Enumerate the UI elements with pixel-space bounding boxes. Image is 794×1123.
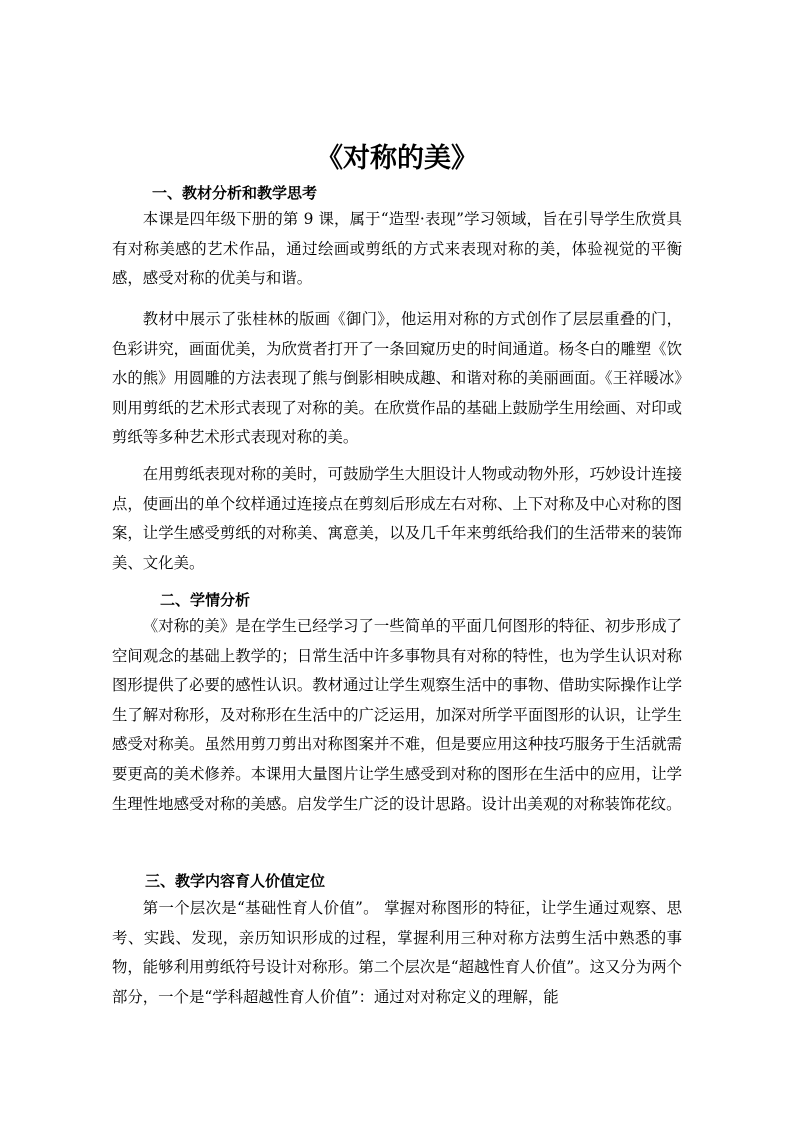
document-title: 《对称的美》	[316, 143, 478, 174]
section-1-paragraph-3: 在用剪纸表现对称的美时，可鼓励学生大胆设计人物或动物外形，巧妙设计连接点，使画出的单个纹样通过连接点在剪刻后形成左右对称、上下对称及中心对称的图案，让学生感受剪纸的对称美、寓意美，以及几千年来剪纸给我们的生活带来的装饰美、文化美。	[112, 465, 682, 572]
section-heading-3: 三、教学内容育人价值定位	[145, 872, 326, 890]
section-3-paragraph-1: 第一个层次是“基础性育人价值”。 掌握对称图形的特征，让学生通过观察、思考、实践、发现，亲历知识形成的过程，掌握利用三种对称方法剪生活中熟悉的事物，能够利用剪纸符号设计对称形。第二个层次是“超越性育人价值”。这又分为两个部分，一个是“学科超越性育人价值”：通过对对称定义的理解，能	[112, 899, 682, 1006]
section-1-paragraph-1: 本课是四年级下册的第 9 课，属于“造型·表现”学习领域，旨在引导学生欣赏具有对称美感的艺术作品，通过绘画或剪纸的方式来表现对称的美，体验视觉的平衡感，感受对称的优美与和谐。	[112, 210, 682, 288]
section-heading-1: 一、教材分析和教学思考	[152, 184, 318, 202]
section-2-paragraph-1: 《对称的美》是在学生已经学习了一些简单的平面几何图形的特征、初步形成了空间观念的基础上教学的；日常生活中许多事物具有对称的特性，也为学生认识对称图形提供了必要的感性认识。教材通过让学生观察生活中的事物、借助实际操作让学生了解对称形，及对称形在生活中的广泛运用，加深对所学平面图形的认识，让学生感受对称美。虽然用剪刀剪出对称图案并不难，但是要应用这种技巧服务于生活就需要更高的美术修养。本课用大量图片让学生感受到对称的图形在生活中的应用，让学生理性地感受对称的美感。启发学生广泛的设计思路。设计出美观的对称装饰花纹。	[112, 617, 682, 813]
section-1-paragraph-2: 教材中展示了张桂林的版画《御门》，他运用对称的方式创作了层层重叠的门，色彩讲究，画面优美，为欣赏者打开了一条回窥历史的时间通道。杨冬白的雕塑《饮水的熊》用圆雕的方法表现了熊与倒影相映成趣、和谐对称的美丽画面。《王祥暖冰》则用剪纸的艺术形式表现了对称的美。在欣赏作品的基础上鼓励学生用绘画、对印或剪纸等多种艺术形式表现对称的美。	[112, 310, 682, 447]
section-heading-2: 二、学情分析	[160, 591, 251, 609]
